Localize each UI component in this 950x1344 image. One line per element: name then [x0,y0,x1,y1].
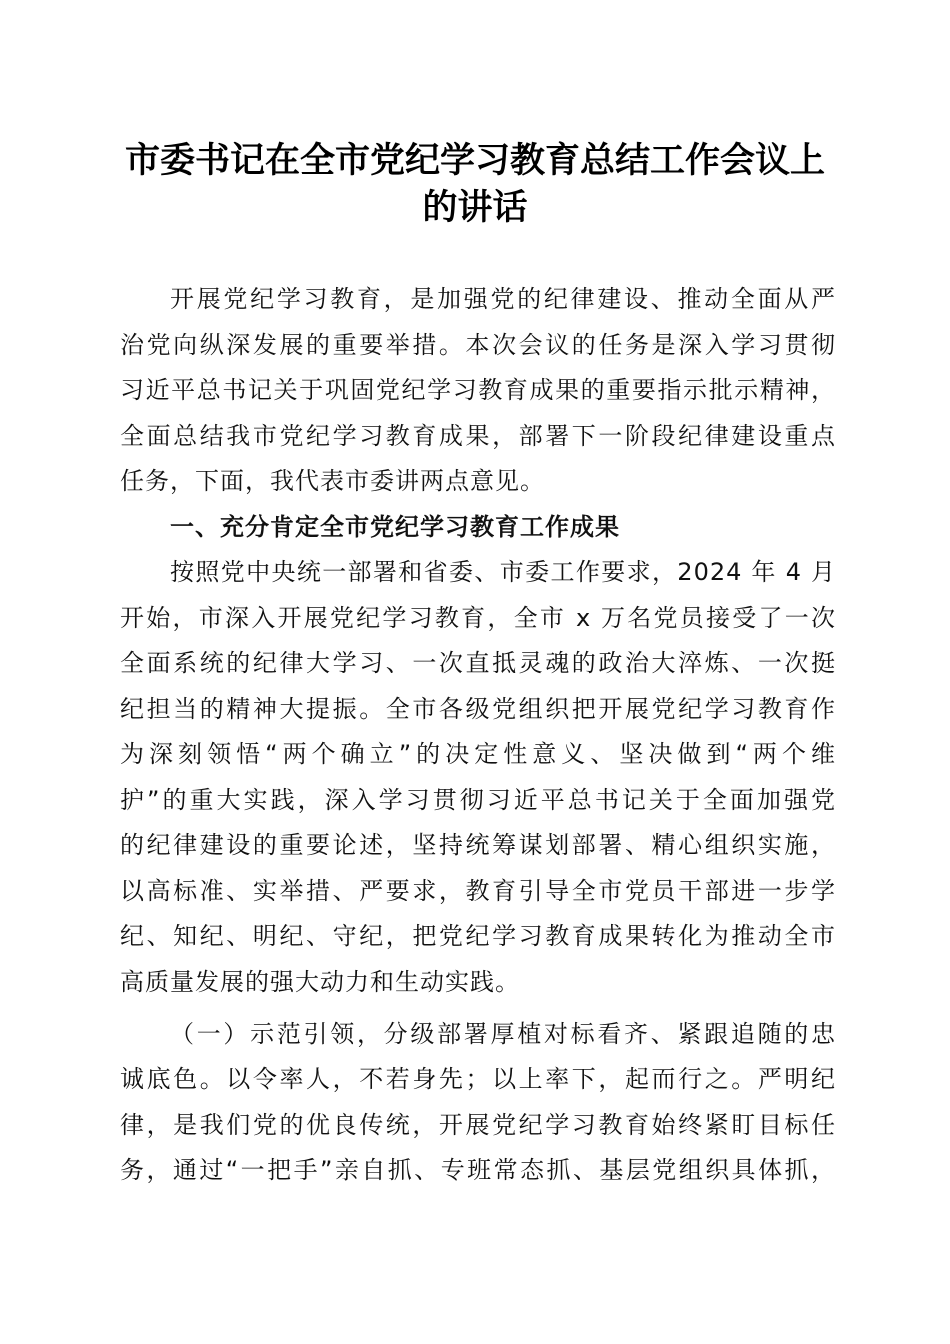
paragraph-line: 开展党纪学习教育，是加强党的纪律建设、推动全面从严 [170,285,836,313]
paragraph-line: 习近平总书记关于巩固党纪学习教育成果的重要指示批示精神， [120,376,836,404]
paragraph-line: 诚底色。以令率人，不若身先；以上率下，起而行之。严明纪 [120,1065,836,1093]
paragraph-line: 开始，市深入开展党纪学习教育，全市 x 万名党员接受了一次 [120,603,836,632]
paragraph-line: 高质量发展的强大动力和生动实践。 [120,967,520,996]
paragraph-line: 为深刻领悟“两个确立”的决定性意义、坚决做到“两个维 [120,740,836,768]
paragraph-line: 护”的重大实践，深入学习贯彻习近平总书记关于全面加强党 [120,785,836,814]
paragraph-line: 的纪律建设的重要论述，坚持统筹谋划部署、精心组织实施， [120,831,836,859]
paragraph-line: 全面系统的纪律大学习、一次直抵灵魂的政治大淬炼、一次挺 [120,649,836,677]
paragraph-line: 按照党中央统一部署和省委、市委工作要求，2024 年 4 月 [170,558,836,586]
paragraph-line: 律，是我们党的优良传统，开展党纪学习教育始终紧盯目标任 [120,1110,836,1139]
title-line-1: 市委书记在全市党纪学习教育总结工作会议上 [124,140,825,181]
paragraph-line: 治党向纵深发展的重要举措。本次会议的任务是深入学习贯彻 [120,330,836,359]
document-title [100,137,850,231]
paragraph-line: 任务，下面，我代表市委讲两点意见。 [120,467,545,495]
paragraph-line: 纪、知纪、明纪、守纪，把党纪学习教育成果转化为推动全市 [120,922,836,950]
paragraph-line: 全面总结我市党纪学习教育成果，部署下一阶段纪律建设重点 [120,421,836,450]
paragraph-line: 务，通过“一把手”亲自抓、专班常态抓、基层党组织具体抓， [120,1156,836,1184]
section-heading: 一、充分肯定全市党纪学习教育工作成果 [170,512,620,541]
title-line-2: 的讲话 [422,187,528,228]
paragraph-line: 以高标准、实举措、严要求，教育引导全市党员干部进一步学 [120,876,836,905]
paragraph-line: （一）示范引领，分级部署厚植对标看齐、紧跟追随的忠 [170,1019,836,1048]
paragraph-line: 纪担当的精神大提振。全市各级党组织把开展党纪学习教育作 [120,694,836,723]
